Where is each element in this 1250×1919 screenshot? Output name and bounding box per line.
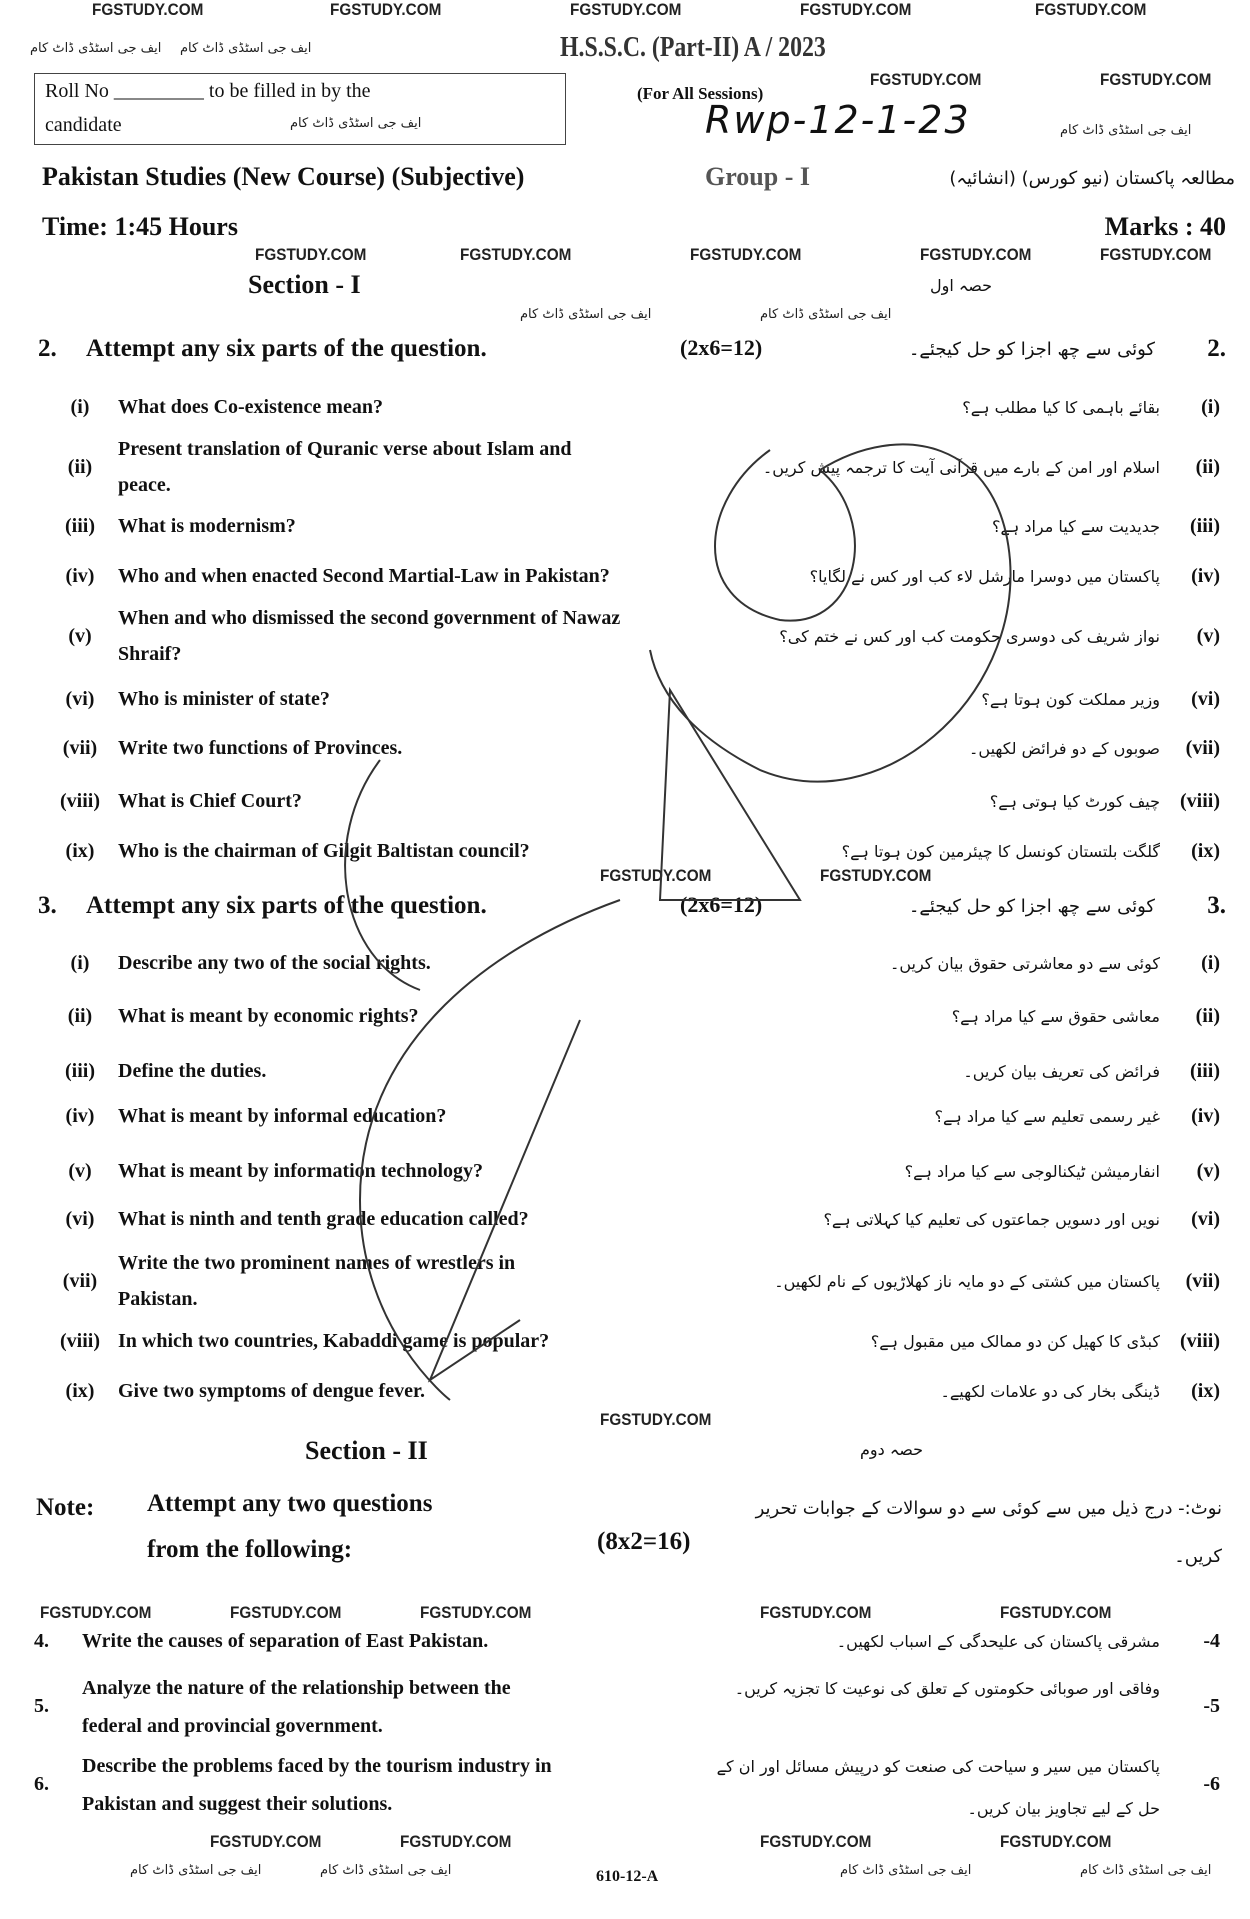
part-number-urdu: (vi) xyxy=(1191,1208,1220,1230)
question-number-urdu: -4 xyxy=(1203,1630,1220,1652)
part-number: (i) xyxy=(70,952,90,974)
part-text-urdu: بقائے باہمی کا کیا مطلب ہے؟ xyxy=(962,398,1160,417)
marks-label: Marks : 40 xyxy=(1104,212,1226,241)
part-number: (ii) xyxy=(67,1005,93,1027)
watermark-text: FGSTUDY.COM xyxy=(400,1832,512,1851)
part-number: (iii) xyxy=(65,515,95,537)
watermark-text: FGSTUDY.COM xyxy=(1000,1603,1112,1622)
part-number-urdu: (iv) xyxy=(1191,565,1220,587)
watermark-text: FGSTUDY.COM xyxy=(760,1603,872,1622)
watermark-text: FGSTUDY.COM xyxy=(210,1832,322,1851)
note-label: Note: xyxy=(36,1494,95,1521)
watermark-text: FGSTUDY.COM xyxy=(92,0,204,19)
question-instruction-urdu: کوئی سے چھ اجزا کو حل کیجئے۔ xyxy=(908,339,1155,360)
watermark-text: FGSTUDY.COM xyxy=(870,70,982,89)
watermark-text: FGSTUDY.COM xyxy=(600,866,712,885)
part-number: (iii) xyxy=(65,1060,95,1082)
note-text-1: Attempt any two questions xyxy=(147,1490,433,1517)
part-text: Who is the chairman of Gilgit Baltistan council? xyxy=(118,840,530,862)
part-text-urdu: غیر رسمی تعلیم سے کیا مراد ہے؟ xyxy=(934,1107,1160,1126)
part-text: In which two countries, Kabaddi game is popular? xyxy=(118,1330,550,1352)
roll-label: Roll No _________ to be filled in by the xyxy=(45,80,371,102)
question-number-urdu: -5 xyxy=(1203,1695,1220,1717)
watermark-text: FGSTUDY.COM xyxy=(800,0,912,19)
part-number: (iv) xyxy=(65,1105,95,1127)
part-text: When and who dismissed the second government of Nawaz xyxy=(118,607,621,629)
part-text-urdu: کبڈی کا کھیل کن دو ممالک میں مقبول ہے؟ xyxy=(870,1332,1160,1351)
part-number-urdu: (i) xyxy=(1201,952,1220,974)
part-number: (v) xyxy=(68,1160,92,1182)
time-label: Time: 1:45 Hours xyxy=(42,212,238,241)
question-text-urdu: مشرقی پاکستان کی علیحدگی کے اسباب لکھیں۔ xyxy=(836,1632,1160,1651)
question-text-continued: Pakistan and suggest their solutions. xyxy=(82,1793,393,1815)
section-1-title-urdu: حصہ اول xyxy=(930,276,993,295)
watermark-urdu: ایف جی اسٹڈی ڈاٹ کام xyxy=(760,307,892,322)
question-number: 6. xyxy=(34,1773,49,1795)
question-text-urdu: وفاقی اور صوبائی حکومتوں کے تعلق کی نوعیت کا تجزیہ کریں۔ xyxy=(734,1679,1160,1698)
part-text: What is modernism? xyxy=(118,515,296,537)
question-instruction: Attempt any six parts of the question. xyxy=(86,892,487,919)
question-text: Describe the problems faced by the tourism industry in xyxy=(82,1755,552,1777)
watermark-text: FGSTUDY.COM xyxy=(820,866,932,885)
roll-label-candidate: candidate xyxy=(45,114,122,136)
watermark-urdu: ایف جی اسٹڈی ڈاٹ کام xyxy=(1060,123,1192,138)
part-number: (i) xyxy=(70,396,90,418)
part-number-urdu: (viii) xyxy=(1180,790,1220,812)
watermark-text: FGSTUDY.COM xyxy=(760,1832,872,1851)
part-text: Present translation of Quranic verse about Islam and xyxy=(118,438,572,460)
section-2-marks: (8x2=16) xyxy=(597,1528,691,1555)
part-text-urdu: ڈینگی بخار کی دو علامات لکھیے۔ xyxy=(940,1382,1160,1401)
watermark-text: FGSTUDY.COM xyxy=(420,1603,532,1622)
watermark-urdu: ایف جی اسٹڈی ڈاٹ کام xyxy=(30,41,162,56)
watermark-text: FGSTUDY.COM xyxy=(1035,0,1147,19)
part-number-urdu: (v) xyxy=(1196,1160,1220,1182)
question-number-urdu: 3. xyxy=(1207,892,1226,919)
part-text: What is meant by informal education? xyxy=(118,1105,447,1127)
part-text-continued: peace. xyxy=(118,474,171,496)
part-number-urdu: (viii) xyxy=(1180,1330,1220,1352)
part-number-urdu: (iv) xyxy=(1191,1105,1220,1127)
watermark-urdu: ایف جی اسٹڈی ڈاٹ کام xyxy=(520,307,652,322)
question-number: 5. xyxy=(34,1695,49,1717)
part-number-urdu: (vii) xyxy=(1185,1270,1220,1292)
part-text-continued: Pakistan. xyxy=(118,1288,198,1310)
watermark-text: FGSTUDY.COM xyxy=(600,1410,712,1429)
part-text-urdu: اسلام اور امن کے بارے میں قرآنی آیت کا ترجمہ پیش کریں۔ xyxy=(762,458,1160,477)
part-text-urdu: انفارمیشن ٹیکنالوجی سے کیا مراد ہے؟ xyxy=(904,1162,1160,1181)
question-marks: (2x6=12) xyxy=(680,892,763,917)
watermark-text: FGSTUDY.COM xyxy=(255,245,367,264)
part-text-urdu: گلگت بلتستان کونسل کا چیئرمین کون ہوتا ہے؟ xyxy=(841,842,1160,861)
watermark-urdu: ایف جی اسٹڈی ڈاٹ کام xyxy=(320,1863,452,1878)
part-text: Define the duties. xyxy=(118,1060,267,1082)
watermark-text: FGSTUDY.COM xyxy=(460,245,572,264)
watermark-text: FGSTUDY.COM xyxy=(570,0,682,19)
part-text-urdu: پاکستان میں کشتی کے دو مایہ ناز کھلاڑیوں کے نام لکھیں۔ xyxy=(774,1272,1160,1291)
part-number: (v) xyxy=(68,625,92,647)
part-text: What is Chief Court? xyxy=(118,790,302,812)
handwritten-code: Rwp-12-1-23 xyxy=(705,98,971,142)
part-number-urdu: (vi) xyxy=(1191,688,1220,710)
part-number: (vii) xyxy=(62,1270,98,1292)
part-number: (ii) xyxy=(67,456,93,478)
part-number: (vi) xyxy=(65,688,95,710)
watermark-text: FGSTUDY.COM xyxy=(920,245,1032,264)
part-text: Who and when enacted Second Martial-Law in Pakistan? xyxy=(118,565,610,587)
question-text: Analyze the nature of the relationship between the xyxy=(82,1677,511,1699)
part-number-urdu: (i) xyxy=(1201,396,1220,418)
watermark-text: FGSTUDY.COM xyxy=(1100,70,1212,89)
part-number: (viii) xyxy=(60,790,100,812)
subject-title: Pakistan Studies (New Course) (Subjective) xyxy=(42,162,525,191)
note-urdu-2: کریں۔ xyxy=(1174,1546,1222,1567)
part-text: Describe any two of the social rights. xyxy=(118,952,431,974)
question-text-urdu-continued: حل کے لیے تجاویز بیان کریں۔ xyxy=(967,1799,1160,1818)
part-text-urdu: کوئی سے دو معاشرتی حقوق بیان کریں۔ xyxy=(889,954,1160,973)
watermark-urdu: ایف جی اسٹڈی ڈاٹ کام xyxy=(180,41,312,56)
exam-title: H.S.S.C. (Part-II) A / 2023 xyxy=(560,32,826,63)
part-text: What does Co-existence mean? xyxy=(118,396,383,418)
part-text: Who is minister of state? xyxy=(118,688,330,710)
part-text-urdu: چیف کورٹ کیا ہوتی ہے؟ xyxy=(989,792,1160,811)
part-number-urdu: (iii) xyxy=(1190,1060,1220,1082)
roll-number-box xyxy=(34,73,566,145)
part-number-urdu: (ii) xyxy=(1195,1005,1220,1027)
watermark-urdu: ایف جی اسٹڈی ڈاٹ کام xyxy=(1080,1863,1212,1878)
part-number: (vii) xyxy=(62,737,98,759)
question-number: 2. xyxy=(38,335,57,362)
part-text-urdu: پاکستان میں دوسرا مارشل لاء کب اور کس نے لگایا؟ xyxy=(809,567,1160,586)
subject-title-urdu: مطالعہ پاکستان (نیو کورس) (انشائیہ) xyxy=(949,168,1235,189)
question-marks: (2x6=12) xyxy=(680,335,763,360)
question-number-urdu: -6 xyxy=(1203,1773,1220,1795)
watermark-text: FGSTUDY.COM xyxy=(1100,245,1212,264)
part-number-urdu: (vii) xyxy=(1185,737,1220,759)
part-number-urdu: (ix) xyxy=(1191,840,1220,862)
question-text-urdu: پاکستان میں سیر و سیاحت کی صنعت کو درپیش مسائل اور ان کے xyxy=(716,1757,1160,1776)
note-urdu: نوٹ:- درج ذیل میں سے کوئی سے دو سوالات کے جوابات تحریر xyxy=(755,1498,1222,1519)
part-number: (vi) xyxy=(65,1208,95,1230)
section-2-title-urdu: حصہ دوم xyxy=(860,1440,923,1459)
question-text-continued: federal and provincial government. xyxy=(82,1715,383,1737)
watermark-text: FGSTUDY.COM xyxy=(330,0,442,19)
part-text-urdu: فرائض کی تعریف بیان کریں۔ xyxy=(963,1062,1160,1081)
part-text: What is ninth and tenth grade education called? xyxy=(118,1208,529,1230)
note-text-2: from the following: xyxy=(147,1536,353,1563)
question-text: Write the causes of separation of East Pakistan. xyxy=(82,1630,489,1652)
part-number: (viii) xyxy=(60,1330,100,1352)
part-text: What is meant by information technology? xyxy=(118,1160,483,1182)
question-number: 3. xyxy=(38,892,57,919)
paper-code: 610-12-A xyxy=(596,1868,659,1885)
part-text-urdu: جدیدیت سے کیا مراد ہے؟ xyxy=(992,517,1160,536)
part-text: Give two symptoms of dengue fever. xyxy=(118,1380,426,1402)
section-1-title: Section - I xyxy=(248,270,361,299)
group-label: Group - I xyxy=(705,162,810,191)
watermark-urdu: ایف جی اسٹڈی ڈاٹ کام xyxy=(840,1863,972,1878)
watermark-urdu: ایف جی اسٹڈی ڈاٹ کام xyxy=(130,1863,262,1878)
part-text: Write the two prominent names of wrestlers in xyxy=(118,1252,516,1274)
part-text-urdu: صوبوں کے دو فرائض لکھیں۔ xyxy=(969,739,1160,758)
part-text: Write two functions of Provinces. xyxy=(118,737,403,759)
part-number: (ix) xyxy=(65,1380,95,1402)
sessions-label: (For All Sessions) xyxy=(637,84,764,103)
watermark-text: FGSTUDY.COM xyxy=(690,245,802,264)
part-number-urdu: (v) xyxy=(1196,625,1220,647)
watermark-text: FGSTUDY.COM xyxy=(40,1603,152,1622)
part-number: (iv) xyxy=(65,565,95,587)
part-text-urdu: نویں اور دسویں جماعتوں کی تعلیم کیا کہلاتی ہے؟ xyxy=(823,1210,1160,1229)
watermark-text: FGSTUDY.COM xyxy=(230,1603,342,1622)
watermark-urdu: ایف جی اسٹڈی ڈاٹ کام xyxy=(290,116,422,131)
question-instruction-urdu: کوئی سے چھ اجزا کو حل کیجئے۔ xyxy=(908,896,1155,917)
question-number-urdu: 2. xyxy=(1207,335,1226,362)
section-2-title: Section - II xyxy=(305,1436,428,1465)
part-number-urdu: (ii) xyxy=(1195,456,1220,478)
question-number: 4. xyxy=(34,1630,49,1652)
question-instruction: Attempt any six parts of the question. xyxy=(86,335,487,362)
part-text: What is meant by economic rights? xyxy=(118,1005,419,1027)
watermark-text: FGSTUDY.COM xyxy=(1000,1832,1112,1851)
part-text-urdu: نواز شریف کی دوسری حکومت کب اور کس نے ختم کی؟ xyxy=(779,627,1160,646)
part-number-urdu: (iii) xyxy=(1190,515,1220,537)
part-number: (ix) xyxy=(65,840,95,862)
part-number-urdu: (ix) xyxy=(1191,1380,1220,1402)
part-text-urdu: وزیر مملکت کون ہوتا ہے؟ xyxy=(981,690,1160,709)
part-text-urdu: معاشی حقوق سے کیا مراد ہے؟ xyxy=(951,1007,1160,1026)
part-text-continued: Shraif? xyxy=(118,643,182,665)
